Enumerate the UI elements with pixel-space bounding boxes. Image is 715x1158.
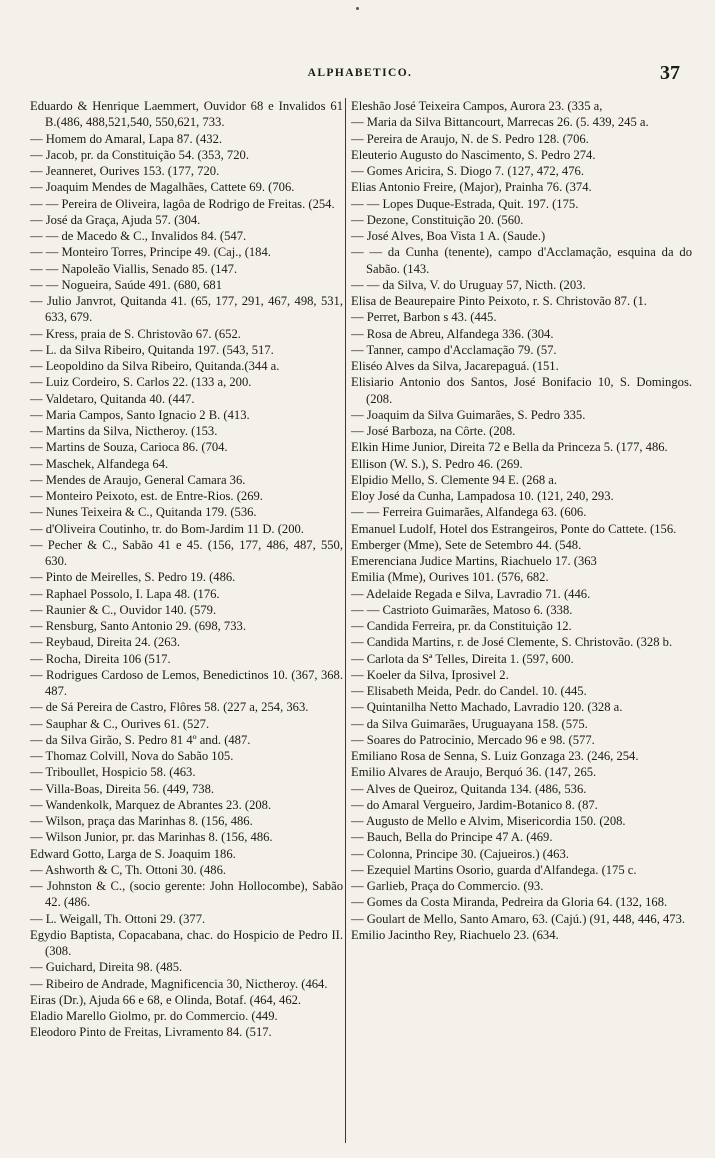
directory-entry: — Ezequiel Martins Osorio, guarda d'Alfandega. (175 c. (351, 862, 637, 877)
directory-entry: — Bauch, Bella do Principe 47 A. (469. (351, 830, 553, 845)
directory-entry: — Jacob, pr. da Constituição 54. (353, 720. (30, 147, 249, 162)
directory-entry: — Augusto de Mello e Alvim, Misericordia 150. (208. (351, 814, 626, 828)
directory-entry: — — Lopes Duque-Estrada, Quit. 197. (175. (351, 196, 579, 211)
directory-entry: — Koeler da Silva, Iprosivel 2. (351, 667, 509, 682)
directory-entry: — Raphael Possolo, I. Lapa 48. (176. (30, 586, 220, 601)
directory-entry: — Soares do Patrocinio, Mercado 96 e 98. (577. (351, 732, 595, 747)
directory-entry: Emberger (Mme), Sete de Setembro 44. (548. (351, 537, 582, 552)
directory-entry: Eloy José da Cunha, Lampadosa 10. (121, 240, 293. (351, 489, 614, 503)
directory-entry: — do Amaral Vergueiro, Jardim-Botanico 8. (87. (351, 797, 598, 812)
page-number: 37 (660, 62, 680, 84)
directory-entry: — Perret, Barbon s 43. (445. (351, 310, 497, 325)
directory-entry: — Tanner, campo d'Acclamação 79. (57. (351, 342, 557, 357)
page-header (40, 62, 680, 84)
directory-entry: — Thomaz Colvill, Nova do Sabão 105. (30, 749, 234, 763)
directory-entry: — Ashworth & C, Th. Ottoni 30. (486. (30, 862, 227, 877)
directory-entry: — Luiz Cordeiro, S. Carlos 22. (133 a, 200. (30, 375, 252, 390)
directory-entry: Eduardo & Henrique Laemmert, Ouvidor 68 e Invalidos 61 B.(486, 488,521,540, 550,621, 733. (30, 99, 343, 130)
directory-entry: — Julio Janvrot, Quitanda 41. (65, 177, 291, 467, 498, 531, 633, 679. (30, 294, 343, 325)
directory-entry: — Jeanneret, Ourives 153. (177, 720. (30, 164, 220, 178)
directory-entry: Eliséo Alves da Silva, Jacarepaguá. (151. (351, 359, 559, 373)
directory-entry: — Mendes de Araujo, General Camara 36. (30, 472, 246, 487)
directory-entry: — Joaquim da Silva Guimarães, S. Pedro 335. (351, 407, 586, 422)
directory-entry: Egydio Baptista, Copacabana, chac. do Hospicio de Pedro II. (308. (30, 927, 343, 958)
directory-entry: — Garlieb, Praça do Commercio. (93. (351, 879, 544, 893)
directory-entry: — Valdetaro, Quitanda 40. (447. (30, 391, 195, 406)
directory-entry: — — de Macedo & C., Invalidos 84. (547. (30, 229, 247, 243)
directory-entry: Emilio Alvares de Araujo, Berquó 36. (147, 265. (351, 765, 597, 780)
directory-entry: Eleuterio Augusto do Nascimento, S. Pedro 274. (351, 147, 596, 162)
directory-entry: — Johnston & C., (socio gerente: John Hollocombe), Sabão 42. (486. (30, 879, 343, 910)
directory-entry: — L. Weigall, Th. Ottoni 29. (377. (30, 911, 206, 926)
directory-entry: — — Ferreira Guimarães, Alfandega 63. (606. (351, 505, 587, 520)
directory-entry: — Adelaide Regada e Silva, Lavradio 71. (446. (351, 586, 591, 601)
directory-entry: Emiliano Rosa de Senna, S. Luiz Gonzaga 23. (246, 254. (351, 749, 639, 763)
print-speck (356, 7, 359, 10)
directory-entry: — Quintanilha Netto Machado, Lavradio 120. (328 a. (351, 700, 623, 715)
directory-entry: — Wandenkolk, Marquez de Abrantes 23. (208. (30, 797, 272, 812)
directory-entry: — Maria da Silva Bittancourt, Marrecas 26. (5. 439, 245 a. (351, 115, 649, 130)
directory-entry: — Maria Campos, Santo Ignacio 2 B. (413. (30, 407, 250, 422)
directory-entry: — — Castrioto Guimarães, Matoso 6. (338. (351, 602, 573, 617)
directory-entry: — Nunes Teixeira & C., Quitanda 179. (536. (30, 505, 257, 520)
directory-entry: — Rodrigues Cardoso de Lemos, Benedictinos 10. (367, 368. 487. (30, 667, 343, 698)
directory-entry: — Elisabeth Meida, Pedr. do Candel. 10. (445. (351, 684, 587, 698)
directory-entry: — Gomes Aricira, S. Diogo 7. (127, 472, 476. (351, 164, 584, 178)
column-divider (345, 98, 346, 1143)
running-title: ALPHABETICO. (307, 67, 413, 79)
right-column (351, 98, 692, 1148)
directory-entry: Elisa de Beaurepaire Pinto Peixoto, r. S. Christovão 87. (1. (351, 294, 647, 308)
directory-entry: — Maschek, Alfandega 64. (30, 456, 169, 471)
directory-entry: — Kress, praia de S. Christovão 67. (652. (30, 326, 241, 341)
directory-entry: — Pecher & C., Sabão 41 e 45. (156, 177, 486, 487, 550, 630. (30, 537, 343, 568)
directory-entry: — Ribeiro de Andrade, Magnificencia 30, Nictheroy. (464. (30, 976, 328, 991)
directory-entry: Edward Gotto, Larga de S. Joaquim 186. (30, 846, 236, 861)
directory-entry: Elpidio Mello, S. Clemente 94 E. (268 a. (351, 472, 558, 487)
directory-entry: — Reybaud, Direita 24. (263. (30, 635, 181, 650)
directory-entry: — Homem do Amaral, Lapa 87. (432. (30, 131, 223, 146)
directory-entry: — Pinto de Meirelles, S. Pedro 19. (486. (30, 570, 236, 585)
directory-entry: Elias Antonio Freire, (Major), Prainha 76. (374. (351, 180, 592, 195)
directory-entry: — — Napoleão Viallis, Senado 85. (147. (30, 261, 238, 276)
directory-entry: — Martins da Silva, Nictheroy. (153. (30, 424, 218, 438)
directory-entry: Emerenciana Judice Martins, Riachuelo 17. (363 (351, 554, 597, 568)
directory-entry: Emanuel Ludolf, Hotel dos Estrangeiros, Ponte do Cattete. (156. (351, 521, 677, 536)
directory-entry: — de Sá Pereira de Castro, Flôres 58. (227 a, 254, 363. (30, 700, 309, 715)
directory-entry: — Raunier & C., Ouvidor 140. (579. (30, 602, 217, 617)
directory-entry: — Sauphar & C., Ourives 61. (527. (30, 716, 210, 731)
directory-entry: Elkin Hime Junior, Direita 72 e Bella da Princeza 5. (177, 486. (351, 440, 668, 455)
directory-entry: — Leopoldino da Silva Ribeiro, Quitanda.(344 a. (30, 359, 280, 373)
directory-entry: Emilio Jacintho Rey, Riachuelo 23. (634. (351, 927, 559, 942)
directory-entry: — Rocha, Direita 106 (517. (30, 651, 171, 666)
directory-entry: — Rosa de Abreu, Alfandega 336. (304. (351, 326, 554, 341)
directory-entry: Eiras (Dr.), Ajuda 66 e 68, e Olinda, Botaf. (464, 462. (30, 992, 302, 1007)
directory-entry: — Triboullet, Hospicio 58. (463. (30, 765, 196, 780)
directory-entry: Eleshão José Teixeira Campos, Aurora 23. (335 a, (351, 99, 603, 113)
directory-entry: — Dezone, Constituição 20. (560. (351, 212, 524, 227)
directory-entry: — L. da Silva Ribeiro, Quitanda 197. (543, 517. (30, 342, 274, 357)
directory-entry: — — Pereira de Oliveira, lagôa de Rodrigo de Freitas. (254. (30, 196, 335, 211)
directory-entry: Eleodoro Pinto de Freitas, Livramento 84. (517. (30, 1025, 272, 1040)
directory-entry: — — Monteiro Torres, Principe 49. (Caj., (184. (30, 245, 271, 260)
directory-entry: Emilia (Mme), Ourives 101. (576, 682. (351, 570, 549, 585)
directory-entry: — Candida Ferreira, pr. da Constituição 12. (351, 619, 572, 633)
directory-entry: — José da Graça, Ajuda 57. (304. (30, 212, 201, 227)
directory-entry: — da Silva Girão, S. Pedro 81 4º and. (487. (30, 732, 251, 747)
directory-entry: — d'Oliveira Coutinho, tr. do Bom-Jardim 11 D. (200. (30, 521, 304, 536)
directory-entry: — José Alves, Boa Vista 1 A. (Saude.) (351, 229, 546, 243)
directory-entry: — Pereira de Araujo, N. de S. Pedro 128. (706. (351, 131, 589, 146)
directory-entry: Eladio Marello Giolmo, pr. do Commercio. (449. (30, 1009, 278, 1023)
directory-entry: — Alves de Queiroz, Quitanda 134. (486, 536. (351, 781, 587, 796)
directory-entry: — Rensburg, Santo Antonio 29. (698, 733. (30, 619, 246, 633)
directory-entry: — Goulart de Mello, Santo Amaro, 63. (Cajú.) (91, 448, 446, 473. (351, 911, 686, 926)
directory-entry: — Wilson Junior, pr. das Marinhas 8. (156, 486. (30, 830, 273, 845)
directory-entry: — — da Cunha (tenente), campo d'Acclamação, esquina da do Sabão. (143. (351, 245, 692, 276)
left-column (30, 98, 343, 1148)
directory-entry: — Carlota da Sª Telles, Direita 1. (597, 600. (351, 651, 574, 666)
directory-entry: — Monteiro Peixoto, est. de Entre-Rios. (269. (30, 489, 263, 503)
directory-entry: — Villa-Boas, Direita 56. (449, 738. (30, 781, 215, 796)
directory-entry: Ellison (W. S.), S. Pedro 46. (269. (351, 456, 523, 471)
directory-entry: — Candida Martins, r. de José Clemente, S. Christovão. (328 b. (351, 635, 673, 650)
directory-entry: Elisiario Antonio dos Santos, José Bonifacio 10, S. Domingos. (208. (351, 375, 692, 406)
directory-entry: — Martins de Souza, Carioca 86. (704. (30, 440, 228, 455)
directory-entry: — Colonna, Principe 30. (Cajueiros.) (463. (351, 846, 569, 861)
directory-entry: — José Barboza, na Côrte. (208. (351, 424, 516, 438)
directory-entry: — — Nogueira, Saúde 491. (680, 681 (30, 277, 223, 292)
directory-entry: — Guichard, Direita 98. (485. (30, 960, 183, 975)
directory-entry: — Joaquim Mendes de Magalhães, Cattete 69. (706. (30, 180, 295, 195)
directory-entry: — — da Silva, V. do Uruguay 57, Nicth. (203. (351, 277, 586, 292)
directory-entry: — Wilson, praça das Marinhas 8. (156, 486. (30, 814, 253, 828)
directory-entry: — da Silva Guimarães, Uruguayana 158. (575. (351, 716, 588, 731)
directory-entry: — Gomes da Costa Miranda, Pedreira da Gloria 64. (132, 168. (351, 895, 668, 910)
